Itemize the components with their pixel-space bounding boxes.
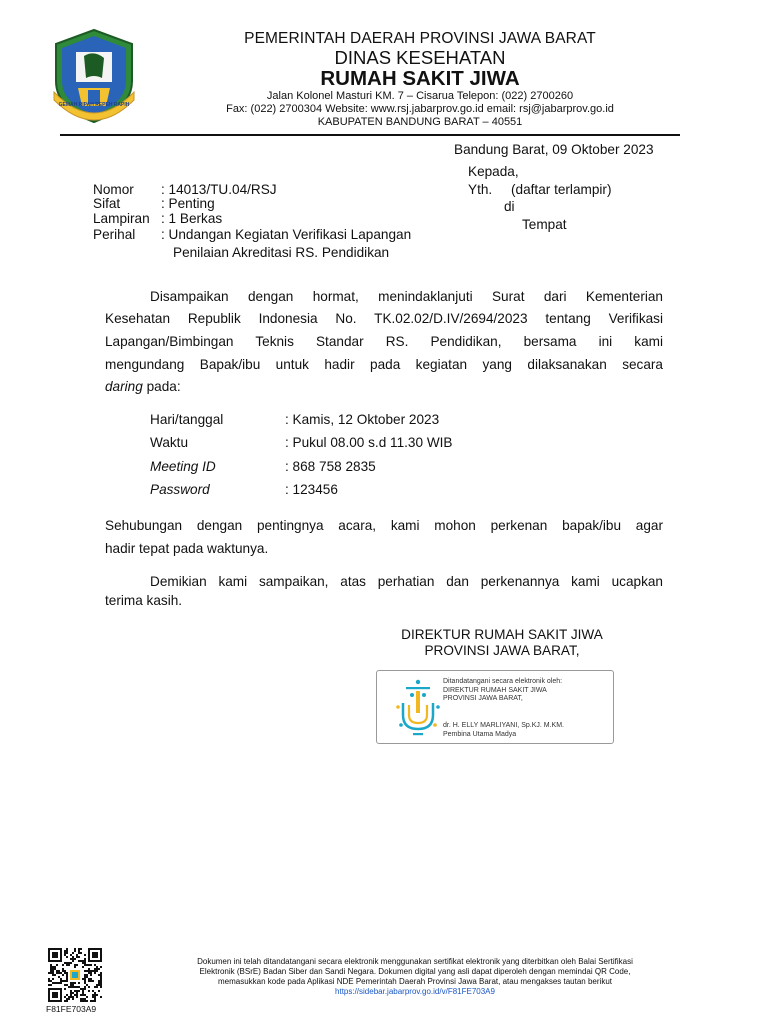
verification-link[interactable]: https://sidebar.jabarprov.go.id/v/F81FE703A9 [335,987,495,996]
body-p1-line4: mengundang Bapak/ibu untuk hadir pada kegiatan yang dilaksanakan secara [105,357,663,372]
body-p1-line5 [105,377,181,397]
recipient-name: (daftar terlampir) [511,182,612,197]
detail-value-0: : Kamis, 12 Oktober 2023 [285,412,440,427]
logo-motto: GEMAH RIPAH REPEH RAPIH [58,102,130,108]
daring-word: daring [105,379,143,394]
body-p2-line2: hadir tepat pada waktunya. [105,541,269,556]
verification-qr-code[interactable] [48,948,102,1002]
detail-label-0: Hari/tanggal [150,412,224,427]
org-name: RUMAH SAKIT JIWA [320,67,520,90]
detail-label-1: Waktu [150,435,189,450]
perihal-value-2: Penilaian Akreditasi RS. Pendidikan [173,245,390,260]
lampiran-label: Lampiran [93,211,150,226]
footer-note-3: memasukkan kode pada Aplikasi NDE Pemerintah Daerah Provinsi Jawa Barat, atau mengakses tautan berikut [218,977,612,986]
sig-position-1: DIREKTUR RUMAH SAKIT JIWA [443,687,547,694]
body-p2-line1: Sehubungan dengan pentingnya acara, kami mohon perkenan bapak/ibu agar [105,518,663,533]
recipient-to: Kepada, [468,164,519,179]
sifat-value: : Penting [161,196,215,211]
recipient-di: di [504,199,515,214]
signer-title-2: PROVINSI JAWA BARAT, [424,643,580,658]
nomor-label: Nomor [93,182,134,197]
detail-label-3: Password [150,482,210,497]
body-p1-line3: Lapangan/Bimbingan Teknis Standar RS. Pendidikan, bersama ini kami [105,334,663,349]
recipient-place: Tempat [522,217,567,232]
body-p1-line2: Kesehatan Republik Indonesia No. TK.02.02/D.IV/2694/2023 tentang Verifikasi [105,311,663,326]
sifat-label: Sifat [93,196,121,211]
sig-signed-by: Ditandatangani secara elektronik oleh: [443,678,563,685]
detail-value-2: : 868 758 2835 [285,459,376,474]
recipient-yth: Yth. [468,182,493,197]
header-divider [60,134,680,136]
qr-code-label: F81FE703A9 [46,1004,97,1014]
body-p3-line1: Demikian kami sampaikan, atas perhatian dan perkenannya kami ucapkan [150,574,663,589]
date-line: Bandung Barat, 09 Oktober 2023 [454,142,654,157]
nomor-value: : 14013/TU.04/RSJ [161,182,277,197]
sig-position-2: PROVINSI JAWA BARAT, [443,695,523,702]
province-logo [48,26,140,126]
detail-value-3: : 123456 [285,482,338,497]
detail-value-1: : Pukul 08.00 s.d 11.30 WIB [285,435,453,450]
body-p1-line1: Disampaikan dengan hormat, menindaklanjuti Surat dari Kementerian [150,289,663,304]
perihal-value-1: : Undangan Kegiatan Verifikasi Lapangan [161,227,412,242]
detail-label-2: Meeting ID [150,459,216,474]
lampiran-value: : 1 Berkas [161,211,223,226]
e-signature-box [376,670,614,744]
footer-note-1: Dokumen ini telah ditandatangani secara elektronik menggunakan sertifikat elektronik yang diterbitkan oleh Balai Sertifikasi [197,957,633,966]
contact: Fax: (022) 2700304 Website: www.rsj.jabarprov.go.id email: rsj@jabarprov.go.id [226,103,614,115]
perihal-label: Perihal [93,227,136,242]
sig-signer-name: dr. H. ELLY MARLIYANI, Sp.KJ. M.KM. [443,722,564,729]
footer-note-2: Elektronik (BSrE) Badan Siber dan Sandi Negara. Dokumen digital yang asli dapat diperoleh dengan memindai QR Code, [199,967,631,976]
dept-name: DINAS KESEHATAN [334,47,506,68]
address: Jalan Kolonel Masturi KM. 7 – Cisarua Telepon: (022) 2700260 [266,90,574,102]
gov-name: PEMERINTAH DAERAH PROVINSI JAWA BARAT [244,30,596,47]
bsre-logo-icon [393,677,443,737]
signer-title-1: DIREKTUR RUMAH SAKIT JIWA [401,627,603,642]
region: KABUPATEN BANDUNG BARAT – 40551 [317,116,523,128]
body-p3-line2: terima kasih. [105,593,183,608]
sig-signer-rank: Pembina Utama Madya [443,731,517,738]
body-p1-line5-rest: pada: [142,379,181,394]
